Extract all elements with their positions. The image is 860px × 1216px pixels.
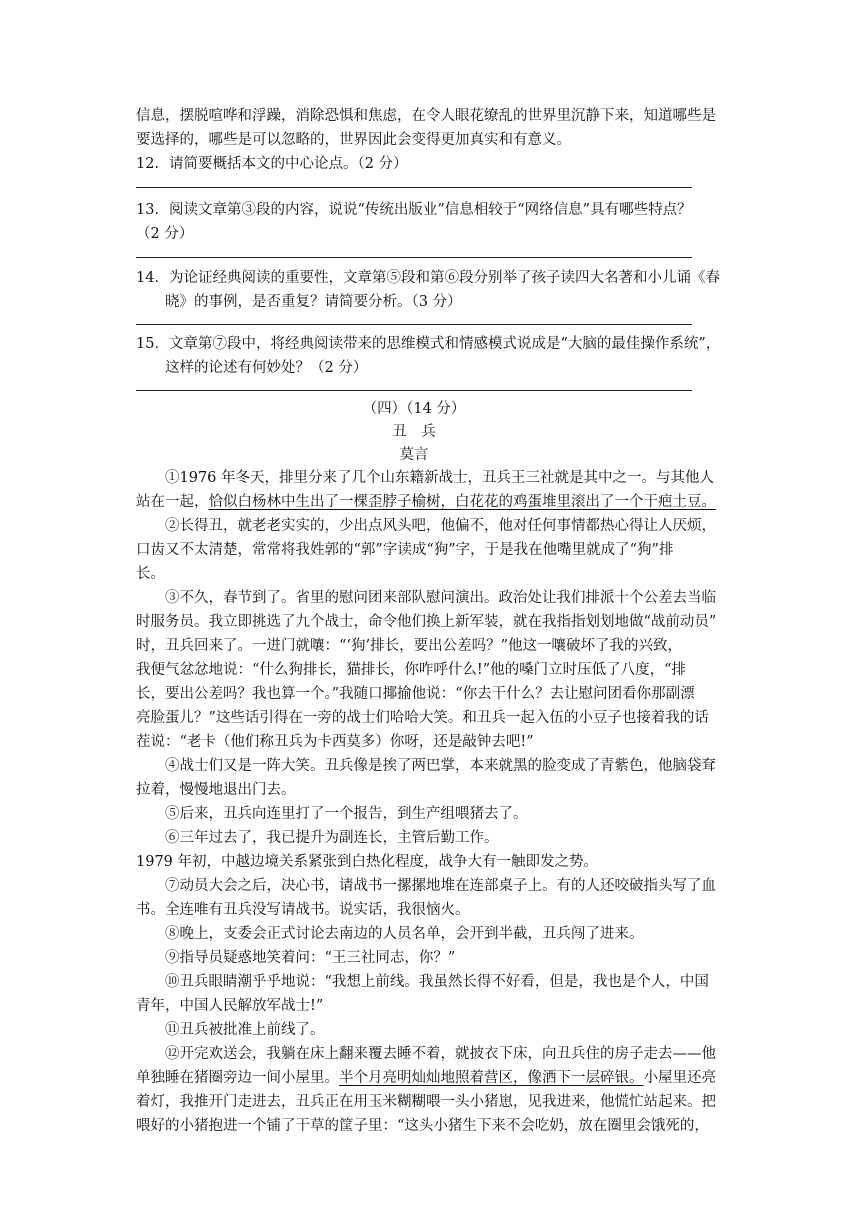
paragraph-1-line-2 (136, 490, 736, 514)
text-line: 15．文章第⑦段中，将经典阅读带来的思维模式和情感模式说成是“大脑的最佳操作系统”， (136, 336, 721, 352)
question-15 (136, 332, 736, 380)
text-line: 晓》的事例，是否重复？请简要分析。（3 分） (165, 294, 462, 310)
section-title: （四）（14 分） (362, 401, 466, 417)
paragraph-3: ③不久，春节到了。省里的慰问团来部队慰问演出。政治处让我们排派十个公差去当临 (165, 590, 716, 606)
text-line: 喂好的小猪抱进一个铺了干草的筐子里：“这头小猪生下来不会吃奶，放在圈里会饿死的， (136, 1118, 709, 1134)
question-14 (136, 266, 736, 314)
text-line: 信息，摆脱喧哗和浮躁，消除恐惧和焦虑，在令人眼花缭乱的世界里沉静下来，知道哪些是 (136, 108, 716, 124)
text-line: 亮脸蛋儿？”这些话引得在一旁的战士们哈哈大笑。和丑兵一起入伍的小豆子也接着我的话 (136, 710, 709, 726)
answer-line (136, 187, 692, 188)
text-line: 我便气忿忿地说：“什么狗排长，猫排长，你咋呼什么!”他的嗓门立时压低了八度，“排 (136, 662, 687, 678)
text-line: 口齿又不太清楚，常常将我姓郭的“郭”字读成“狗”字，于是我在他嘴里就成了“狗”排 (136, 542, 674, 558)
question-13 (136, 198, 736, 246)
text-line: 13．阅读文章第③段的内容，说说“传统出版业”信息相较于“网络信息”具有哪些特点？ (136, 202, 692, 218)
text-line: （2 分） (136, 226, 194, 242)
text-span: 站在一起， (136, 494, 209, 510)
text-line: 书。全连唯有丑兵没写请战书。说实话，我很恼火。 (136, 902, 470, 918)
paragraph-12-line-2 (136, 1066, 736, 1090)
answer-line (136, 390, 692, 391)
answer-line (136, 257, 692, 258)
text-line: 着灯，我推开门走进去，丑兵正在用玉米糊糊喂一头小猪崽，见我进来，他慌忙站起来。把 (136, 1094, 716, 1110)
paragraph-6: ⑥三年过去了，我已提升为副连长，主管后勤工作。 (165, 830, 499, 846)
paragraph-6-line-2: 1979 年初，中越边境关系紧张到白热化程度，战争大有一触即发之势。 (136, 854, 599, 870)
intro-paragraph (136, 104, 736, 152)
paragraph-4: ④战士们又是一阵大笑。丑兵像是挨了两巴掌，本来就黑的脸变成了青紫色，他脑袋耷 (165, 758, 716, 774)
text-line: 拉着，慢慢地退出门去。 (136, 782, 296, 798)
paragraph-1: ①1976 年冬天，排里分来了几个山东籍新战士，丑兵王三社就是其中之一。与其他人 (165, 470, 715, 486)
paragraph-5: ⑤后来，丑兵向连里打了一个报告，到生产组喂猪去了。 (165, 806, 528, 822)
paragraph-12: ⑫开完欢送会，我躺在床上翻来覆去睡不着，就披衣下床，向丑兵住的房子走去——他 (165, 1046, 716, 1062)
paragraph-7: ⑦动员大会之后，决心书，请战书一摞摞地堆在连部桌子上。有的人还咬破指头写了血 (165, 878, 716, 894)
answer-line (136, 324, 692, 325)
paragraph-10: ⑩丑兵眼睛潮乎乎地说：“我想上前线。我虽然长得不好看，但是，我也是个人，中国 (165, 974, 709, 990)
text-line: 长。 (136, 566, 165, 582)
author-name: 莫言 (399, 447, 429, 463)
text-span: 单独睡在猪圈旁边一间小屋里。 (136, 1070, 339, 1086)
text-line: 14．为论证经典阅读的重要性，文章第⑤段和第⑥段分别举了孩子读四大名著和小儿诵《春 (136, 270, 720, 286)
paragraph-2: ②长得丑，就老老实实的，少出点风头吧，他偏不，他对任何事情都热心得让人厌烦， (165, 518, 716, 534)
text-line: 长，要出公差吗？我也算一个。”我随口揶揄他说：“你去干什么？去让慰问团看你那副漂 (136, 686, 695, 702)
question-12: 12．请简要概括本文的中心论点。（2 分） (136, 156, 408, 172)
paragraph-11: ⑪丑兵被批准上前线了。 (165, 1022, 325, 1038)
story-body (136, 466, 736, 1138)
underlined-sentence: 恰似白杨林中生出了一棵歪脖子榆树，白花花的鸡蛋堆里滚出了一个干疤土豆。 (208, 494, 716, 510)
text-line: 要选择的，哪些是可以忽略的，世界因此会变得更加真实和有意义。 (136, 132, 571, 148)
text-line: 茬说：“老卡（他们称丑兵为卡西莫多）你呀，还是敲钟去吧!” (136, 734, 534, 750)
text-line: 这样的论述有何妙处？（2 分） (165, 360, 368, 376)
paragraph-8: ⑧晚上，支委会正式讨论去南边的人员名单，会开到半截，丑兵闯了进来。 (165, 926, 644, 942)
text-line: 时，丑兵回来了。一进门就嚷：“‘狗’排长，要出公差吗？”他这一嚷破坏了我的兴致， (136, 638, 683, 654)
text-line: 青年，中国人民解放军战士!” (136, 998, 324, 1014)
text-line: 时服务员。我立即挑选了九个战士，命令他们换上新军装，就在我指指划划地做“战前动员” (136, 614, 717, 630)
underlined-sentence: 半个月亮明灿灿地照着营区，像洒下一层碎银。 (339, 1070, 644, 1086)
story-title: 丑 兵 (392, 424, 436, 440)
paragraph-9: ⑨指导员疑惑地笑着问：“王三社同志，你？” (165, 950, 456, 966)
text-span: 小屋里还亮 (643, 1070, 716, 1086)
